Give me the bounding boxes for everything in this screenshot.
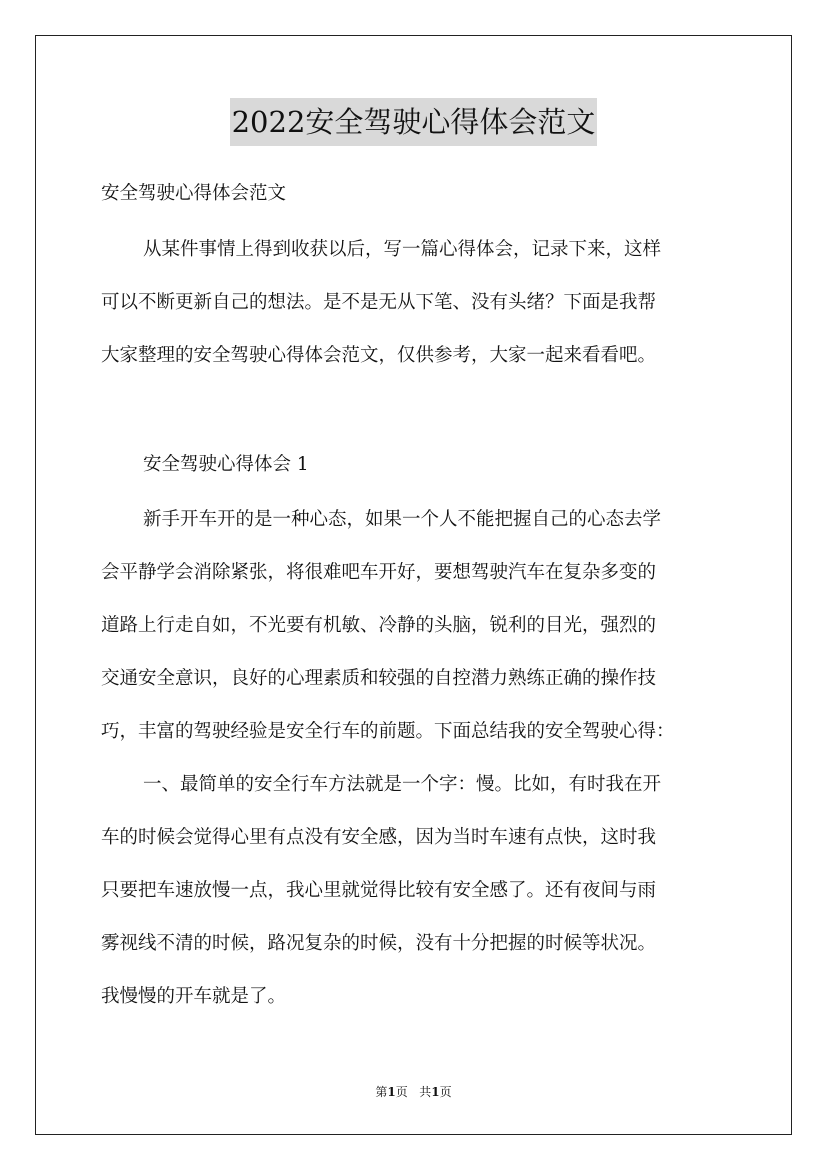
paragraph-line: 我慢慢的开车就是了。: [101, 986, 287, 1007]
page-number-current: 1: [387, 1085, 396, 1099]
paragraph-line: 一、最简单的安全行车方法就是一个字：慢。比如，有时我在开: [143, 774, 662, 795]
paragraph-line: 道路上行走自如，不光要有机敏、冷静的头脑，锐利的目光，强烈的: [101, 615, 657, 636]
document-title: [0, 98, 827, 146]
page-number-prefix: 第: [375, 1085, 388, 1099]
page-total-suffix: 页: [439, 1085, 452, 1099]
intro-line: 从某件事情上得到收获以后，写一篇心得体会，记录下来，这样: [143, 239, 662, 260]
section-paragraph-2: [101, 758, 751, 1023]
intro-line: 大家整理的安全驾驶心得体会范文，仅供参考，大家一起来看看吧。: [101, 345, 657, 366]
section-heading: 安全驾驶心得体会 1: [143, 454, 309, 475]
intro-line: 可以不断更新自己的想法。是不是无从下笔、没有头绪？下面是我帮: [101, 292, 657, 313]
paragraph-line: 车的时候会觉得心里有点没有安全感，因为当时车速有点快，这时我: [101, 827, 657, 848]
paragraph-line: 交通安全意识，良好的心理素质和较强的自控潜力熟练正确的操作技: [101, 668, 657, 689]
paragraph-line: 只要把车速放慢一点，我心里就觉得比较有安全感了。还有夜间与雨: [101, 880, 657, 901]
document-title-text: 2022安全驾驶心得体会范文: [230, 98, 598, 146]
page-total-prefix: 共: [419, 1085, 432, 1099]
paragraph-line: 巧，丰富的驾驶经验是安全行车的前题。下面总结我的安全驾驶心得：: [101, 721, 675, 742]
paragraph-line: 新手开车开的是一种心态，如果一个人不能把握自己的心态去学: [143, 509, 662, 530]
intro-paragraph: [101, 223, 751, 382]
page-number-suffix: 页: [395, 1085, 408, 1099]
page-footer: [0, 1083, 827, 1101]
document-subtitle: 安全驾驶心得体会范文: [101, 183, 287, 204]
paragraph-line: 雾视线不清的时候，路况复杂的时候，没有十分把握的时候等状况。: [101, 933, 657, 954]
paragraph-line: 会平静学会消除紧张，将很难吧车开好，要想驾驶汽车在复杂多变的: [101, 562, 657, 583]
page-total-count: 1: [431, 1085, 440, 1099]
section-paragraph-1: [101, 493, 751, 758]
